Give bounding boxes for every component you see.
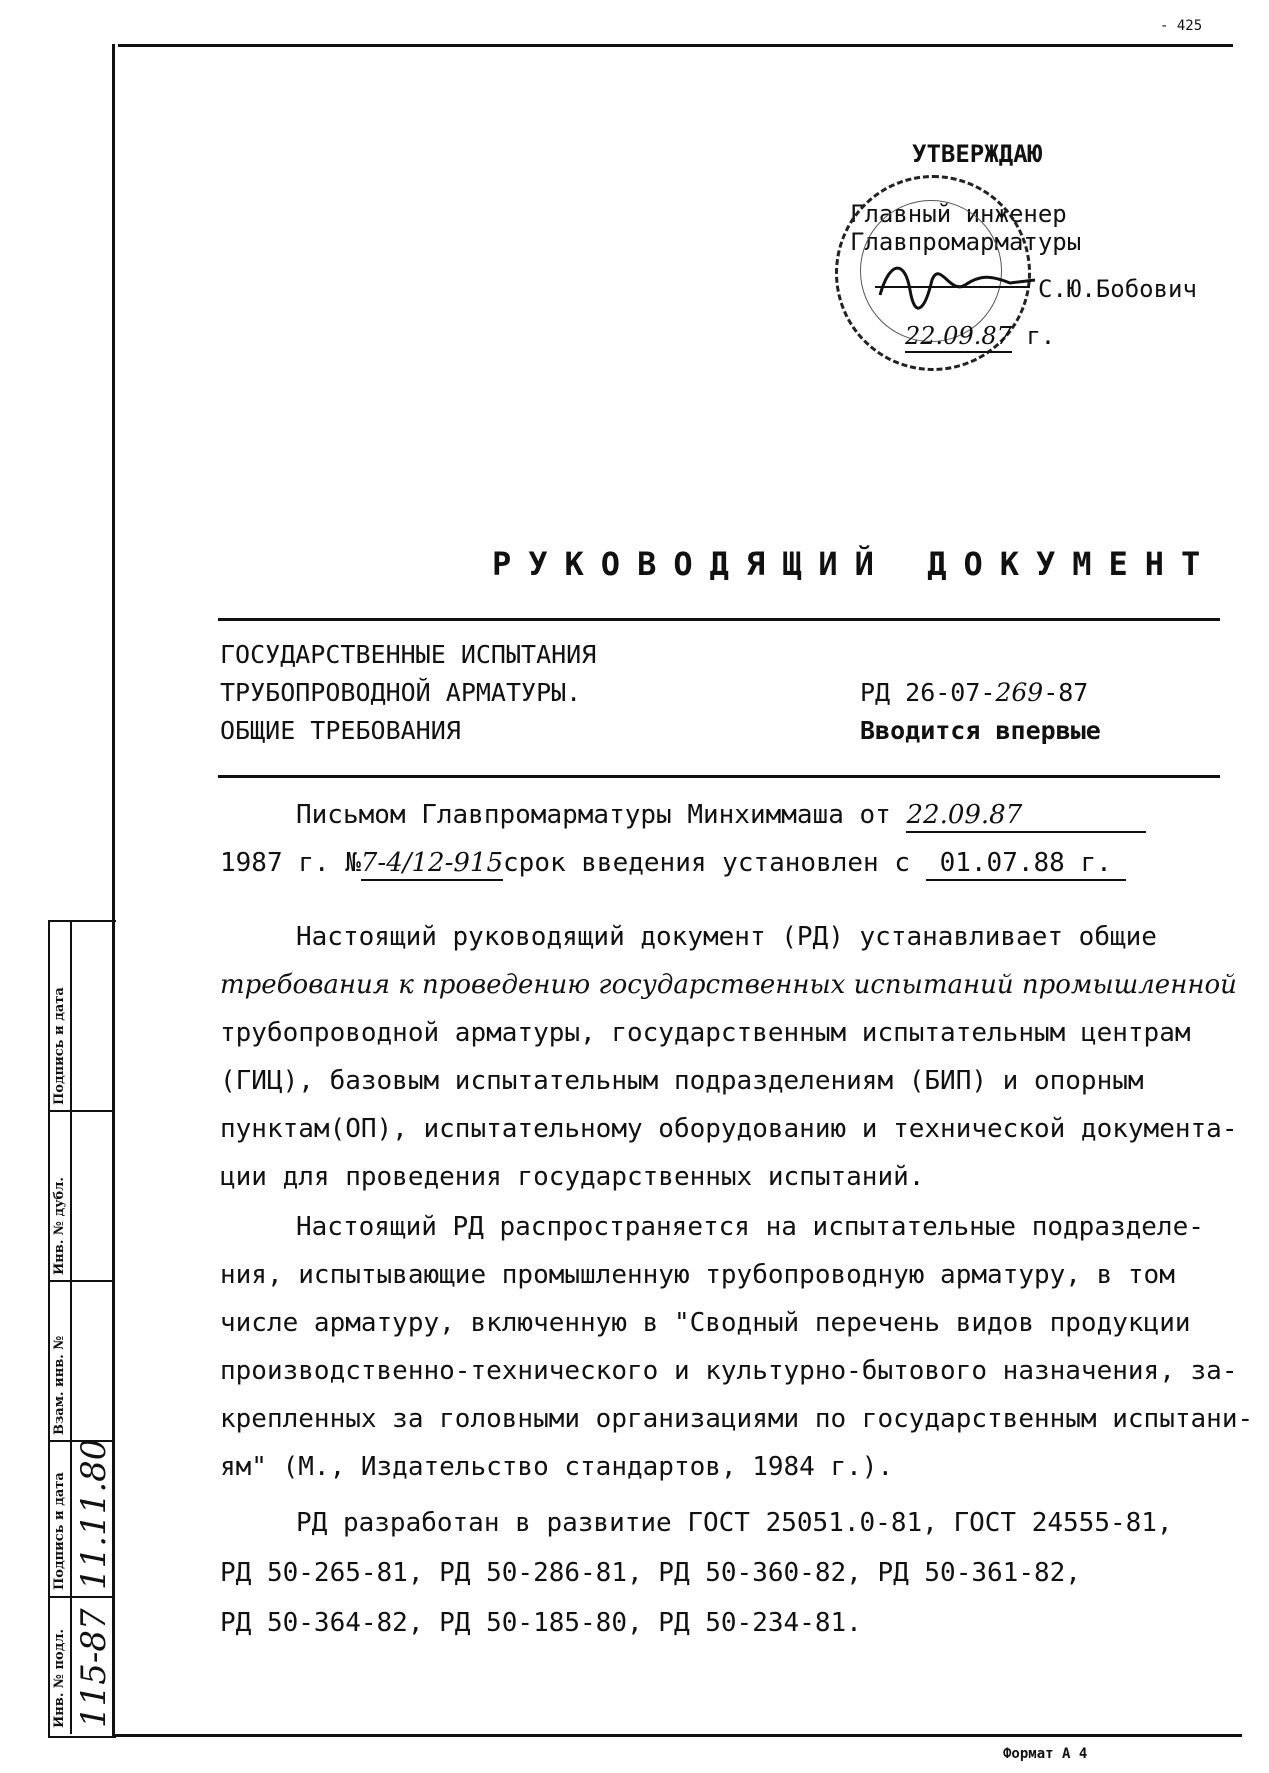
- page-number: - 425: [1160, 18, 1203, 34]
- header-title-line-1: ГОСУДАРСТВЕННЫЕ ИСПЫТАНИЯ: [220, 640, 597, 669]
- approval-date-suffix: г.: [1026, 322, 1056, 350]
- signature: [870, 255, 1040, 315]
- side-separator-4: [48, 1596, 114, 1598]
- document-code-number: 269: [995, 678, 1044, 707]
- frame-bottom-border: [112, 1734, 1242, 1737]
- body-line-8: ния, испытывающие промышленную трубопроводную арматуру, в том: [220, 1260, 1175, 1290]
- letter-reference: Письмом Главпромарматуры Минхиммаша от: [296, 800, 891, 830]
- approval-position: Главный инженер: [850, 200, 1067, 228]
- approval-organization: Главпромарматуры: [850, 228, 1082, 256]
- body-line-14: РД 50-265-81, РД 50-286-81, РД 50-360-82, РД 50-361-82,: [220, 1558, 1081, 1588]
- body-line-2: требования к проведению государственных испытаний промышленной: [220, 970, 1237, 1000]
- letter-deadline-text: срок введения установлен с: [503, 848, 911, 878]
- frame-top-border: [118, 44, 1233, 47]
- approval-heading: УТВЕРЖДАЮ: [912, 140, 1043, 168]
- body-line-1: Настоящий руководящий документ (РД) устанавливает общие: [296, 922, 1157, 952]
- approval-signer: С.Ю.Бобович: [1038, 275, 1197, 303]
- body-line-9: числе арматуру, включенную в "Сводный перечень видов продукции: [220, 1308, 1191, 1338]
- approval-date: 22.09.87: [905, 322, 1012, 353]
- letter-line-1: [296, 800, 1146, 833]
- side-date: 11.11.80: [74, 1438, 114, 1590]
- body-line-12: ям" (М., Издательство стандартов, 1984 г.).: [220, 1452, 894, 1482]
- side-inv-number: 115-87: [74, 1608, 114, 1728]
- body-line-13: РД разработан в развитие ГОСТ 25051.0-81, ГОСТ 24555-81,: [296, 1508, 1173, 1538]
- side-label-signature-1: Подпись и дата: [52, 1472, 67, 1590]
- header-title-line-2: ТРУБОПРОВОДНОЙ АРМАТУРЫ.: [220, 678, 582, 707]
- letter-line-2: [220, 848, 1126, 881]
- document-code: [860, 678, 1088, 707]
- side-label-signature-2: Подпись и дата: [52, 987, 67, 1105]
- side-label-inv-original: Инв. № подл.: [52, 1628, 67, 1728]
- body-line-7: Настоящий РД распространяется на испытательные подразделе-: [296, 1212, 1204, 1242]
- side-column-divider: [70, 920, 72, 1734]
- side-separator-2: [48, 1280, 114, 1282]
- side-separator-1: [48, 1110, 114, 1112]
- letter-number: 7-4/12-915: [361, 848, 503, 881]
- body-line-4: (ГИЦ), базовым испытательным подразделениям (БИП) и опорным: [220, 1066, 1144, 1096]
- document-title: РУКОВОДЯЩИЙ ДОКУМЕНТ: [492, 545, 1218, 583]
- document-code-suffix: -87: [1043, 678, 1089, 707]
- body-line-3: трубопроводной арматуры, государственным испытательным центрам: [220, 1018, 1191, 1048]
- body-line-15: РД 50-364-82, РД 50-185-80, РД 50-234-81.: [220, 1608, 862, 1638]
- introduction-note: Вводится впервые: [860, 716, 1101, 745]
- body-line-6: ции для проведения государственных испытаний.: [220, 1162, 925, 1192]
- letter-year: 1987 г. №: [220, 848, 361, 878]
- body-line-11: крепленных за головными организациями по государственным испытани-: [220, 1404, 1254, 1434]
- header-rule-bottom: [218, 775, 1220, 778]
- header-title-line-3: ОБЩИЕ ТРЕБОВАНИЯ: [220, 716, 461, 745]
- letter-date: 22.09.87: [906, 800, 1146, 833]
- paper-format: Формат А 4: [1003, 1746, 1088, 1762]
- side-label-replacement-inv: Взам. инв. №: [52, 1335, 67, 1435]
- header-rule-top: [218, 618, 1220, 621]
- document-code-prefix: РД 26-07-: [860, 678, 996, 707]
- side-label-inv-duplicate: Инв. № дубл.: [52, 1177, 67, 1275]
- body-line-5: пунктам(ОП), испытательному оборудованию и технической документа-: [220, 1114, 1238, 1144]
- effective-date: 01.07.88 г.: [926, 848, 1126, 881]
- body-line-10: производственно-технического и культурно-бытового назначения, за-: [220, 1356, 1238, 1386]
